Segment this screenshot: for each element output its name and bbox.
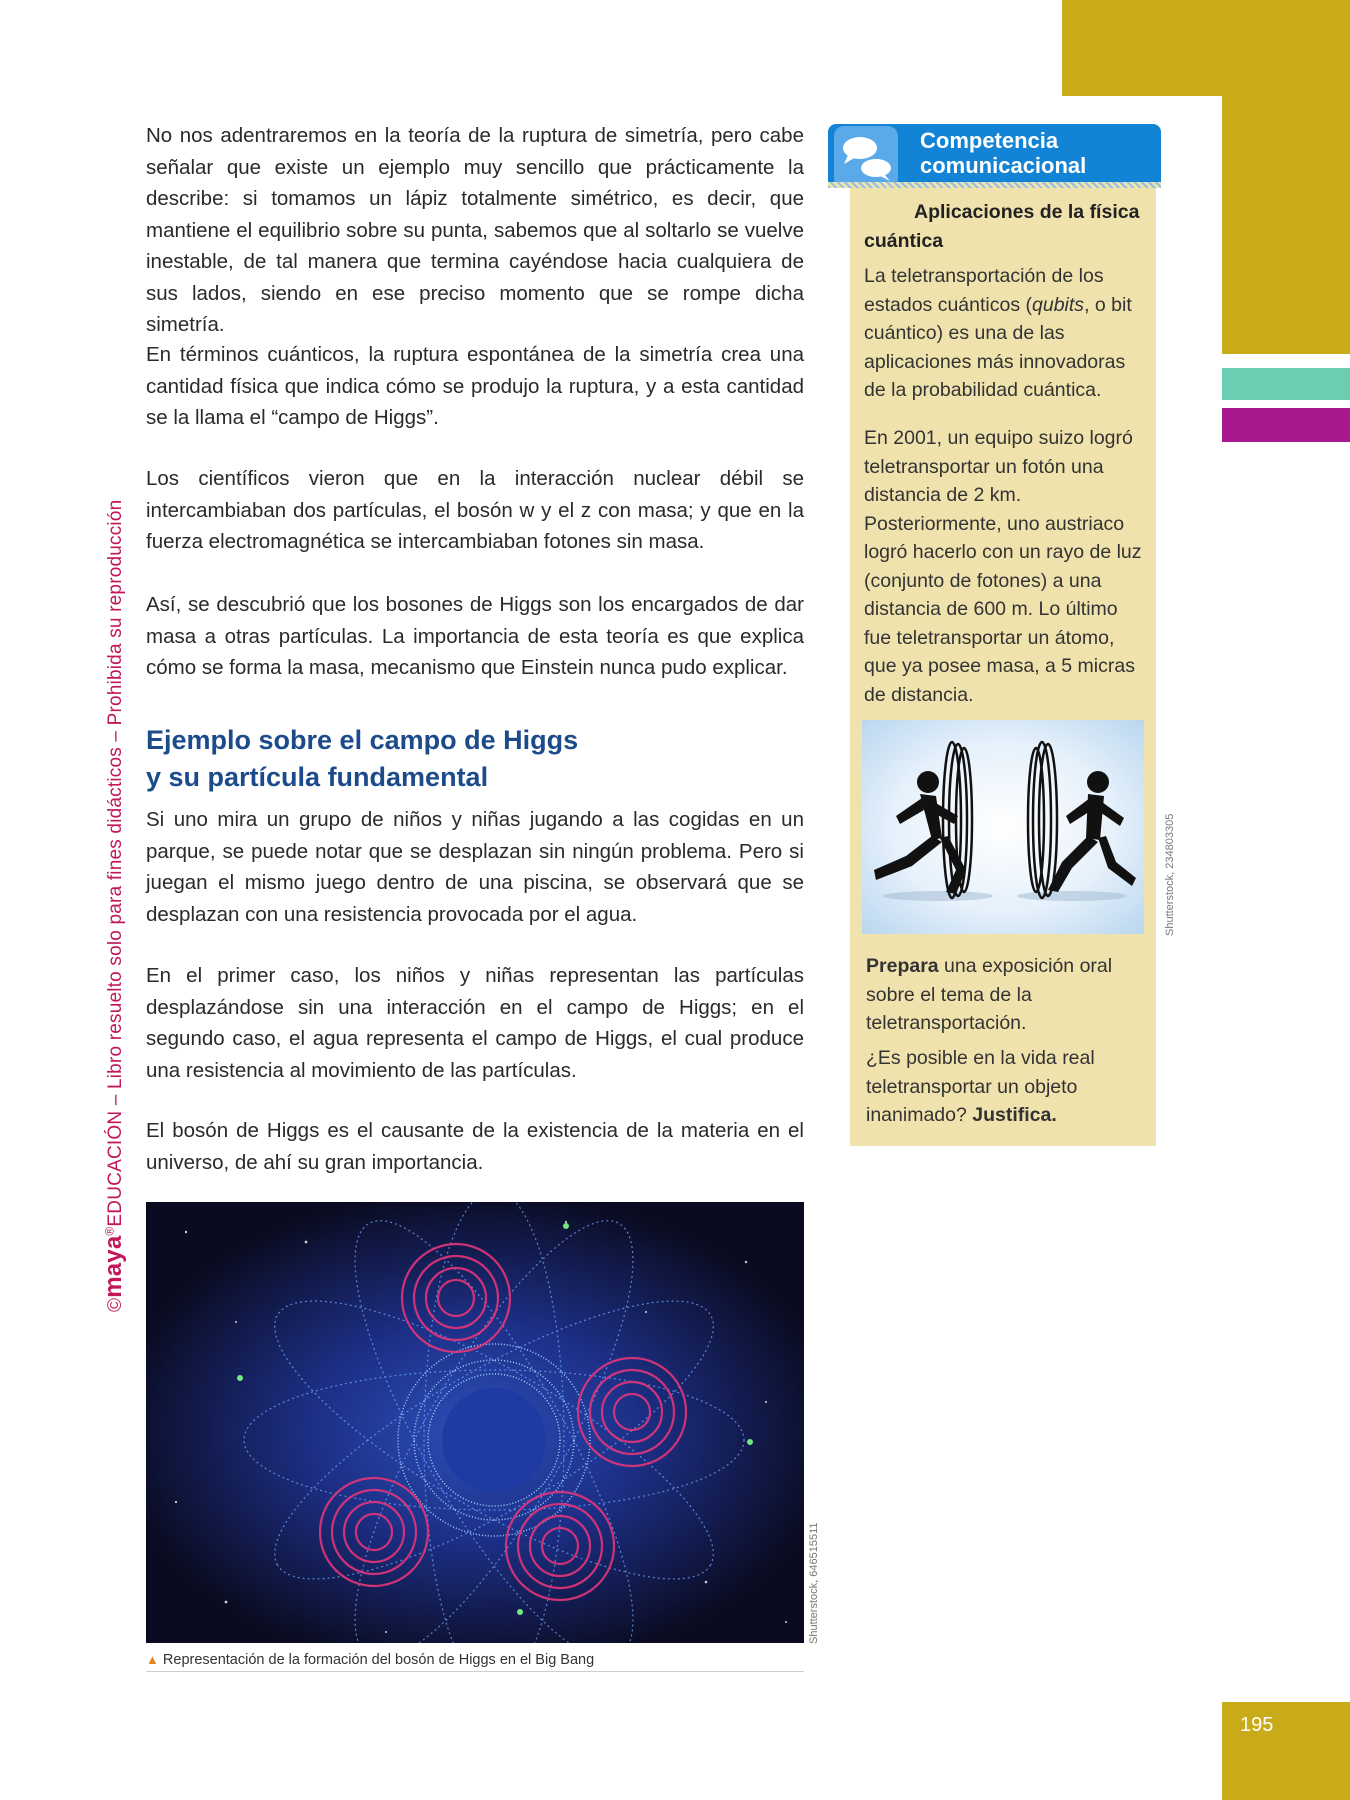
- registered-mark: ®: [102, 1226, 117, 1236]
- sidebar-task-question: [866, 1044, 1151, 1130]
- decor-teal-bar: [1222, 368, 1350, 400]
- teleportation-image: [862, 720, 1144, 934]
- sidebar-task-prepare-bold: Prepara: [866, 955, 939, 977]
- higgs-illustration: [146, 1202, 804, 1643]
- decor-gold-block-side: [1222, 96, 1350, 354]
- sidebar-title-line-1: Competencia: [920, 128, 1059, 153]
- sidebar-paragraph-teleportation: [864, 262, 1149, 405]
- sidebar-title-line-2: comunicacional: [920, 153, 1087, 178]
- sidebar-header-stripe: [828, 182, 1161, 188]
- sidebar-question-bold: Justifica.: [972, 1104, 1057, 1126]
- caption-triangle-icon: ▲: [146, 1652, 159, 1667]
- sidebar-task-prepare-text: una exposición oral sobre el tema de la teletransportación.: [866, 955, 1113, 1034]
- higgs-figure-caption: [146, 1652, 804, 1672]
- sidebar-task-prepare: [866, 952, 1151, 1038]
- section-heading-line-1: Ejemplo sobre el campo de Higgs: [146, 725, 579, 755]
- paragraph-children-example: Si uno mira un grupo de niños y niñas jugando a las cogidas en un parque, se puede notar que se desplazan sin ningún problema. Pero si juegan el mismo juego dentro de una piscina, se observará que se desplazan con una resistencia provocada por el agua.: [146, 808, 804, 926]
- section-heading: [146, 722, 804, 796]
- paragraph-weak-interaction: Los científicos vieron que en la interacción nuclear débil se intercambiaban dos partículas, el bosón w y el z con masa; y que en la fuerza electromagnética se intercambiaban fotones sin masa.: [146, 467, 804, 553]
- chat-bubbles-icon: [834, 126, 898, 188]
- sidebar-p1-text-end: , o bit cuántico) es una de las aplicaciones más innovadoras de la probabilidad cuántica.: [864, 293, 1132, 401]
- page-number-box: [1222, 1702, 1350, 1800]
- sidebar-header: [828, 124, 1161, 182]
- paragraph-higgs-field: En términos cuánticos, la ruptura espontánea de la simetría crea una cantidad física que indica cómo se produjo la ruptura, y a esta cantidad se la llama el “campo de Higgs”.: [146, 343, 804, 429]
- sidebar-paragraph-experiments: En 2001, un equipo suizo logró teletransportar un fotón una distancia de 2 km. Posteriormente, uno austriaco logró hacerlo con un rayo de luz (conjunto de fotones) a una distancia de 600 m. Lo último fue teletransportar un átomo, que ya posee masa, a 5 micras de distancia.: [864, 427, 1142, 706]
- sidebar-p1-text: La teletransportación de los estados cuánticos (: [864, 265, 1104, 316]
- caption-text: Representación de la formación del bosón de Higgs en el Big Bang: [162, 1652, 595, 1668]
- higgs-big-bang-image: [146, 1202, 804, 1643]
- side-copyright-note: [100, 500, 128, 1312]
- paragraph-first-case: En el primer caso, los niños y niñas representan las partículas desplazándose sin una interacción en el campo de Higgs; en el segundo caso, el agua representa el campo de Higgs, el cual produce una resistencia al movimiento de las partículas.: [146, 964, 804, 1082]
- higgs-image-credit: Shutterstock, 646515511: [808, 1522, 820, 1644]
- copyright-text: EDUCACIÓN – Libro resuelto solo para fines didácticos – Prohibida su reproducción: [105, 499, 126, 1227]
- sidebar-title: [920, 128, 1086, 178]
- sidebar-subheading: Aplicaciones de la física cuántica: [864, 201, 1140, 252]
- paragraph-higgs-mass: Así, se descubrió que los bosones de Higgs son los encargados de dar masa a otras partículas. La importancia de esta teoría es que explica cómo se forma la masa, mecanismo que Einstein nunca pudo explicar.: [146, 593, 804, 679]
- decor-magenta-bar: [1222, 408, 1350, 442]
- decor-gold-block-top: [1062, 0, 1350, 96]
- sidebar-p1-italic: qubits: [1032, 293, 1085, 316]
- section-heading-line-2: y su partícula fundamental: [146, 762, 489, 792]
- paragraph-symmetry-breaking: No nos adentraremos en la teoría de la ruptura de simetría, pero cabe señalar que existe un ejemplo muy sencillo que prácticamente la describe: si tomamos un lápiz totalmente simétrico, es decir, que mantiene el equilibrio sobre su punta, sabemos que al soltarlo se vuelve inestable, de tal manera que termina cayéndose hacia cualquiera de sus lados, siendo en ese preciso momento que se rompe dicha simetría.: [146, 124, 804, 336]
- competencia-sidebar: [850, 126, 1156, 1146]
- page-number: 195: [1240, 1714, 1274, 1736]
- copyright-symbol: ©: [105, 1297, 126, 1312]
- brand-name: maya: [100, 1235, 127, 1298]
- teleportation-image-credit: Shutterstock, 234803305: [1164, 813, 1176, 936]
- teleportation-illustration: [862, 720, 1144, 934]
- sidebar-question-text: ¿Es posible en la vida real teletransportar un objeto inanimado?: [866, 1047, 1095, 1126]
- paragraph-higgs-boson-importance: El bosón de Higgs es el causante de la existencia de la materia en el universo, de ahí su gran importancia.: [146, 1119, 804, 1174]
